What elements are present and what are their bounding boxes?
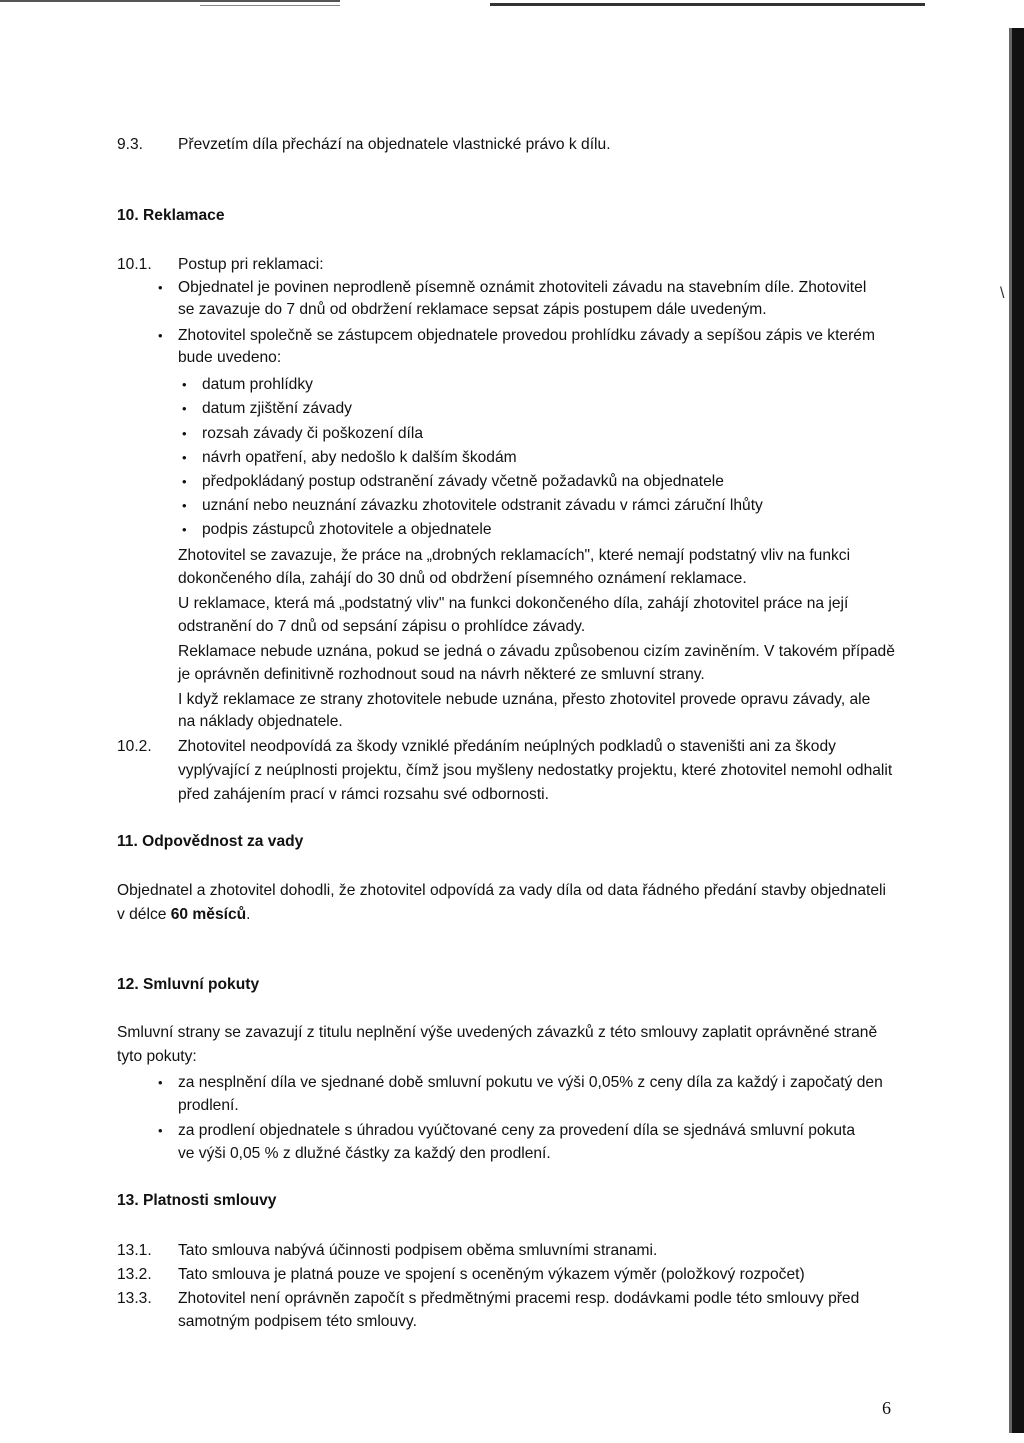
section-13-3-line-1: Zhotovitel není oprávněn započít s předmětnými pracemi resp. dodávkami podle této smlouvy před xyxy=(178,1290,860,1307)
section-13-2-text: Tato smlouva je platná pouze ve spojení s oceněným výkazem výměr (položkový rozpočet) xyxy=(178,1266,805,1283)
page-number: 6 xyxy=(882,1398,891,1418)
zapis-item: • podpis zástupců zhotovitele a objednatele xyxy=(202,519,492,541)
zapis-item: • datum zjištění závady xyxy=(202,398,352,420)
section-10-2-number: 10.2. xyxy=(117,738,152,755)
section-13-1-number: 13.1. xyxy=(117,1242,152,1259)
section-11-line-2-prefix: v délce xyxy=(117,906,171,923)
reklamace-bullet-2-line-2: bude uvedeno: xyxy=(178,349,282,366)
section-10-2-line-1: Zhotovitel neodpovídá za škody vzniklé předáním neúplných podkladů o staveništi ani za škody xyxy=(178,738,836,755)
podstatny-vliv-line-1: U reklamace, která má „podstatný vliv" na funkci dokončeného díla, zahájí zhotovitel práce na její xyxy=(178,595,849,612)
drobne-reklamace-line-2: dokončeného díla, zahájí do 30 dnů od obdržení písemného oznámení reklamace. xyxy=(178,570,747,587)
section-12-heading: 12. Smluvní pokuty xyxy=(117,976,260,993)
reklamace-bullet-2-line-1: • Zhotovitel společně se zástupcem objednatele provedou prohlídku závady a sepíšou zápis ve kterém xyxy=(178,325,875,347)
section-10-1-number: 10.1. xyxy=(117,256,152,273)
section-11-line-2 xyxy=(117,904,251,926)
neuznani-line-1: Reklamace nebude uznána, pokud se jedná o závadu způsobenou cizím zaviněním. V takovém případě xyxy=(178,643,895,660)
pokuta-bullet-2-line-2: ve výši 0,05 % z dlužné částky za každý den prodlení. xyxy=(178,1145,551,1162)
section-11-line-2-suffix: . xyxy=(246,906,251,923)
section-11-heading: 11. Odpovědnost za vady xyxy=(117,833,304,850)
reklamace-bullet-1-line-2: se zavazuje do 7 dnů od obdržení reklamace sepsat zápis postupem dále uvedeným. xyxy=(178,301,767,318)
section-9-3-text: Převzetím díla přechází na objednatele vlastnické právo k dílu. xyxy=(178,136,611,153)
pokuta-bullet-2-line-1: • za prodlení objednatele s úhradou vyúčtované ceny za provedení díla se sjednává smluvní pokuta xyxy=(178,1120,855,1142)
section-10-2-line-3: před zahájením prací v rámci rozsahu své odbornosti. xyxy=(178,786,549,803)
warranty-period: 60 měsíců xyxy=(170,906,247,923)
scan-stray-mark: \ xyxy=(1000,285,1005,302)
zapis-item: • datum prohlídky xyxy=(202,374,313,396)
section-9-3-number: 9.3. xyxy=(117,136,144,153)
section-12-line-1: Smluvní strany se zavazují z titulu neplnění výše uvedených závazků z této smlouvy zaplatit oprávněné straně xyxy=(117,1024,878,1041)
section-13-3-number: 13.3. xyxy=(117,1290,152,1307)
zapis-item: • uznání nebo neuznání závazku zhotovitele odstranit závadu v rámci záruční lhůty xyxy=(202,495,763,517)
oprava-line-2: na náklady objednatele. xyxy=(178,713,343,730)
section-11-line-1: Objednatel a zhotovitel dohodli, že zhotovitel odpovídá za vady díla od data řádného předání stavby objednateli xyxy=(117,882,886,899)
zapis-item: • předpokládaný postup odstranění závady včetně požadavků na objednatele xyxy=(202,471,724,493)
podstatny-vliv-line-2: odstranění do 7 dnů od sepsání zápisu o prohlídce závady. xyxy=(178,618,586,635)
section-13-2-number: 13.2. xyxy=(117,1266,152,1283)
pokuta-bullet-1-line-2: prodlení. xyxy=(178,1097,239,1114)
section-13-1-text: Tato smlouva nabývá účinnosti podpisem oběma smluvními stranami. xyxy=(178,1242,658,1259)
section-13-3-line-2: samotným podpisem této smlouvy. xyxy=(178,1313,417,1330)
neuznani-line-2: je oprávněn definitivně rozhodnout soud na návrh některé ze smluvní strany. xyxy=(178,666,705,683)
section-12-line-2: tyto pokuty: xyxy=(117,1048,197,1065)
section-13-heading: 13. Platnosti smlouvy xyxy=(117,1192,277,1209)
reklamace-bullet-1-line-1: • Objednatel je povinen neprodleně písemně oznámit zhotoviteli závadu na stavebním díle. Zhotovitel xyxy=(178,277,866,299)
section-10-1-intro: Postup pri reklamaci: xyxy=(178,256,324,273)
section-10-2-line-2: vyplývající z neúplnosti projektu, čímž jsou myšleny nedostatky projektu, které zhotovitel nemohl odhalit xyxy=(178,762,893,779)
scan-edge-right xyxy=(1012,28,1024,1433)
section-10-heading: 10. Reklamace xyxy=(117,207,225,224)
zapis-item: • rozsah závady či poškození díla xyxy=(202,423,423,445)
oprava-line-1: I když reklamace ze strany zhotovitele nebude uznána, přesto zhotovitel provede opravu závady, ale xyxy=(178,691,871,708)
pokuta-bullet-1-line-1: • za nesplnění díla ve sjednané době smluvní pokutu ve výši 0,05% z ceny díla za každý i započatý den xyxy=(178,1072,883,1094)
zapis-item: • návrh opatření, aby nedošlo k dalším škodám xyxy=(202,447,517,469)
drobne-reklamace-line-1: Zhotovitel se zavazuje, že práce na „drobných reklamacích", které nemají podstatný vliv na funkci xyxy=(178,547,851,564)
